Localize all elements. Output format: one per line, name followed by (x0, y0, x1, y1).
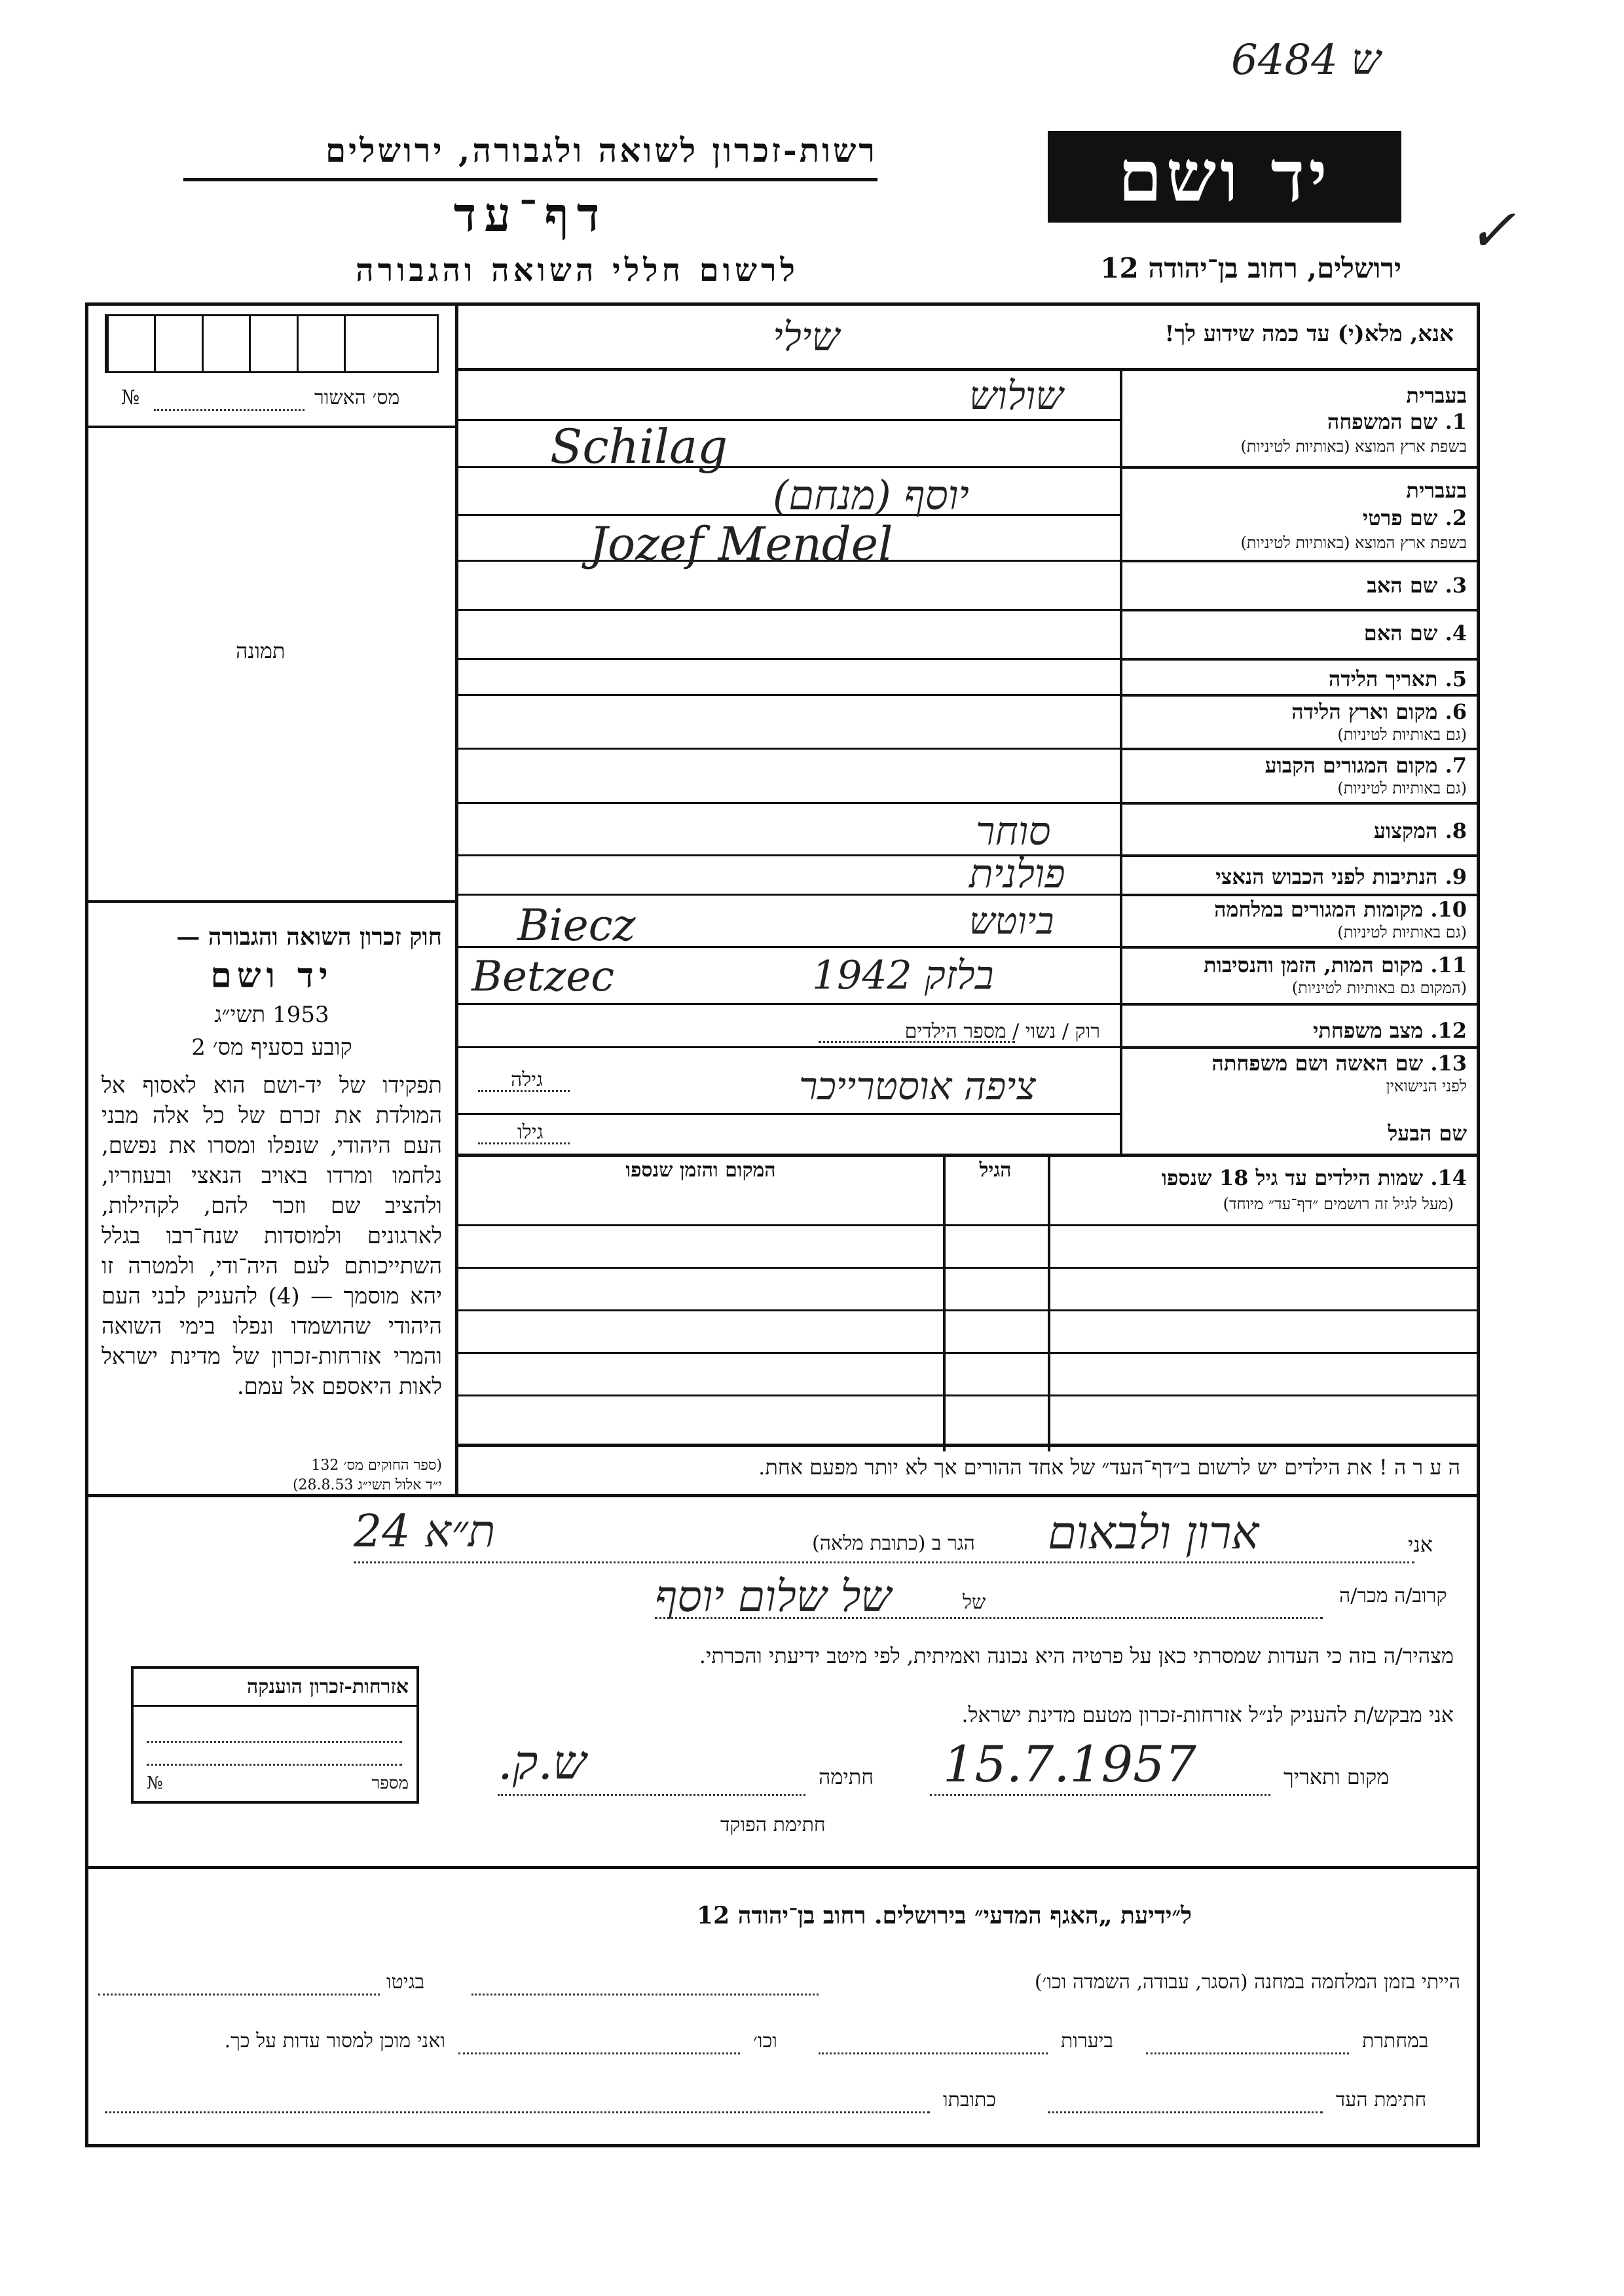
approval-boxes (105, 314, 439, 373)
footer-witness-sig: חתימת העד (1336, 2088, 1427, 2111)
col-age: הגיל (979, 1159, 1012, 1182)
header-address: ירושלים, רחוב בן־יהודה 12 (1100, 252, 1401, 284)
f14-sub: (מעל לגיל זה רושמים ״דף־עד״ מיוחד) (1223, 1195, 1454, 1213)
yad-vashem-logo: יד ושם (1048, 131, 1401, 223)
decl-relative: קרוב/ה מכר/ה (1339, 1584, 1447, 1607)
hw-war-res-latin: Biecz (517, 900, 636, 951)
f4-label: 4. שם האם (1363, 621, 1467, 646)
decl-request: אני מבקש/ת להעניק לנ״ל אזרחות-זכרון מטעם מדינת ישראל. (961, 1702, 1454, 1727)
photo-label: תמונה (236, 638, 286, 663)
law-ref-2: י״ד אלול תשי״ג 28.8.53) (292, 1477, 442, 1493)
law-title: חוק זכרון השואה והגבורה — (176, 923, 442, 951)
decl-shel: של (963, 1591, 986, 1614)
sidebar-law-body: תפקידו של יד-ושם הוא לאסוף אל המולדת את זכרם של כל אלה מבני העם היהודי, שנפלו ומסרו את נפשם, נלחמו ומרדו באויב הנאצי ובעוזריו, ולהציב שם וזכר להם, לקהילות, לארגונים ולמוסדות שנח־רבו בגלל השתייכותם לעם היה־ודי, ולמטרה זו יהא מוסמך — (4) להעניק לבני העם היהודי שהושמדו ונפלו בימי השואה והמרי אזרחות-זכרון של מדינת ישראל לאות היאספם אל עמם. (101, 1072, 442, 1400)
hw-death-he: בלזק 1942 (812, 953, 994, 998)
footer-camp: הייתי בזמן המלחמה במחנה (הסגר, עבודה, השמדה וכו׳) (1034, 1971, 1460, 1994)
archive-number: 6ש 484 (1231, 36, 1381, 84)
hw-declarant-name: ארון ולבאום (1048, 1506, 1259, 1559)
sidebar-year: 1953 תשי״ג (214, 1002, 329, 1028)
hw-top: שילי (773, 314, 840, 360)
f11-sub: (המקום גם באותיות לטיניות) (1291, 979, 1467, 997)
footer-ready: ואני מוכן למסור עדות על כך. (224, 2030, 445, 2052)
decl-statement: מצהיר/ה בזה כי העדות שמסרתי כאן על פרטיה היא נכונה ואמיתית, לפי מיטב ידיעתי והכרתי. (699, 1643, 1454, 1668)
footer-underground: במחתרת (1362, 2030, 1429, 2052)
hw-surname-latin: Schilag (550, 419, 728, 474)
decl-resident: הגר ב (כתובת מלאה) (812, 1532, 975, 1555)
institution-name: רשות-זכרון לשואה ולגבורה, ירושלים (325, 131, 877, 170)
hw-surname-he: שולוש (969, 373, 1063, 419)
decl-place-date: מקום ותאריך (1283, 1764, 1390, 1789)
hw-declarant-address: ת״א 24 (354, 1506, 496, 1558)
approval-no-label: מס׳ האשור (314, 386, 400, 409)
age-m: גילו (517, 1121, 544, 1144)
f6-sub: (גם באותיות לטיניות) (1337, 725, 1467, 744)
hw-date: 15.7.1957 (943, 1735, 1196, 1793)
f11-label: 11. מקום המות, הזמן והנסיבות (1204, 953, 1467, 977)
f10-sub: (גם באותיות לטיניות) (1337, 923, 1467, 941)
officer-signature: חתימת הפוקד (720, 1813, 826, 1836)
f3-label: 3. שם האב (1367, 573, 1467, 598)
form-subtitle: לרשום חללי השואה והגבורה (356, 252, 799, 289)
husband-label: שם הבעל (1388, 1121, 1467, 1146)
hw-profession: סוחר (976, 809, 1051, 854)
hw-death-place-latin: Betzec (471, 953, 615, 1001)
hw-signature: ש.ק. (498, 1735, 587, 1790)
in-hebrew-2: בעברית (1406, 478, 1467, 503)
f10-label: 10. מקומות המגורים במלחמה (1214, 897, 1467, 922)
citizenship-no-mark: № (147, 1774, 163, 1793)
footer-ghetto: בגיטו (386, 1971, 425, 1994)
f7-sub: (גם באותיות לטיניות) (1337, 779, 1467, 797)
f13-label: 13. שם האשה ושם משפחתה (1211, 1051, 1467, 1076)
f12-label: 12. מצב משפחתי (1313, 1018, 1467, 1043)
f9-label: 9. הנתיבות לפני הכבוש הנאצי (1215, 864, 1467, 889)
hw-given-he: יוסף (מנחם) (773, 471, 969, 519)
form-title: דף־עד (453, 187, 608, 242)
footer-etc: וכו׳ (753, 2030, 777, 2052)
col-place-time: המקום והזמן שנספו (625, 1159, 776, 1182)
footer-heading: ל״ידיעת „האגף המדעי״ בירושלים. רחוב בן־יהודה 12 (697, 1902, 1192, 1929)
hw-spouse: ציפה אוסטרייכר (799, 1064, 1036, 1108)
in-hebrew-1: בעברית (1406, 383, 1467, 408)
note-text: ה ע ר ה ! את הילדים יש לרשום ב״דף־העד״ של אחד ההורים אך לא יותר מפעם אחת. (758, 1455, 1460, 1480)
f14-label: 14. שמות הילדים עד גיל 18 שנספו (1161, 1165, 1467, 1190)
f1-label: 1. שם המשפחה (1327, 409, 1467, 434)
citizenship-box-title: אזרחות-זכרון הוענקה (246, 1675, 409, 1698)
law-ref-1: (ספר החוקים מס׳ 132 (311, 1457, 442, 1474)
f1-sub: בשפת ארץ המוצא (באותיות לטיניות) (1240, 437, 1467, 456)
f5-label: 5. תאריך הלידה (1328, 666, 1467, 691)
f13-sub: לפני הנישואין (1386, 1077, 1467, 1095)
sidebar-clause: קובע בסעיף מס׳ 2 (191, 1034, 352, 1061)
check-mark: ✓ (1467, 196, 1517, 265)
f2-sub: בשפת ארץ המוצא (באותיות לטיניות) (1240, 534, 1467, 552)
request-text: אנא, מלא(י) עד כמה שידוע לך! (1164, 321, 1454, 347)
decl-ani: אני (1408, 1532, 1433, 1557)
f8-label: 8. המקצוע (1373, 818, 1467, 843)
age-f: גילה (511, 1068, 544, 1091)
citizenship-box (131, 1666, 419, 1804)
f12-options: רוק / נשוי / מספר הילדים (904, 1020, 1100, 1043)
footer-forests: ביערות (1061, 2030, 1114, 2052)
f6-label: 6. מקום וארץ הלידה (1291, 699, 1467, 724)
hw-citizenship: פולנית (969, 851, 1065, 897)
no-mark: № (121, 386, 140, 409)
hw-given-latin: Jozef Mendel (589, 517, 893, 571)
f7-label: 7. מקום המגורים הקבוע (1264, 753, 1467, 778)
hw-war-res-he: ביוטש (969, 900, 1054, 943)
sidebar-logo: יד ושם (210, 956, 333, 996)
footer-his-address: כתובתו (943, 2088, 997, 2111)
decl-signature: חתימה (819, 1764, 874, 1789)
citizenship-box-number: מספר (371, 1774, 409, 1793)
f2-label: 2. שם פרטי (1362, 505, 1467, 530)
hw-relation: של שלום יוסף (655, 1571, 892, 1622)
